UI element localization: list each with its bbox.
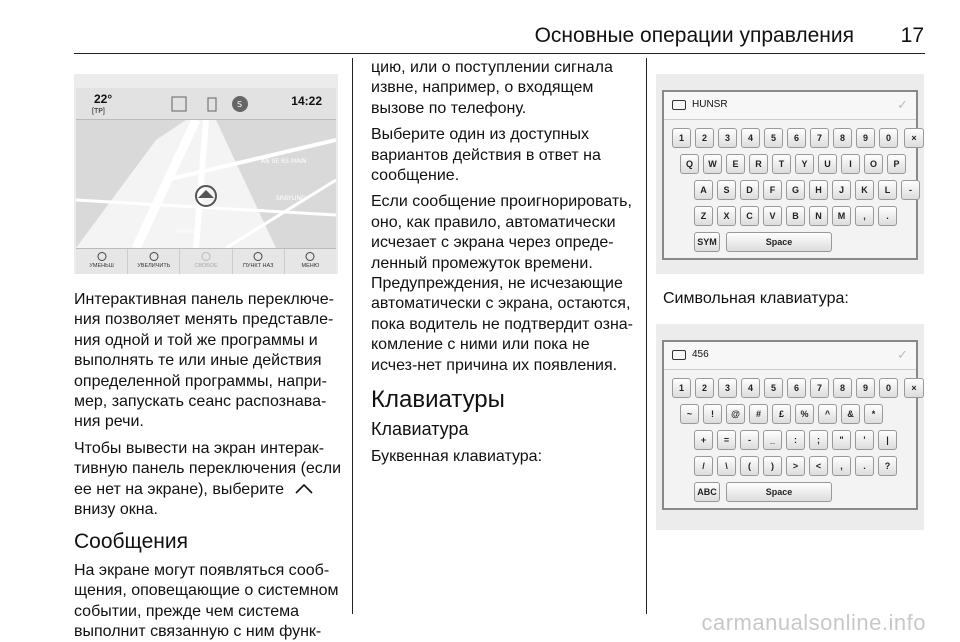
paragraph-choose-option: Выберите один из доступных вариантов действия в ответ на сообщение.	[371, 126, 601, 185]
keyboard-key[interactable]: ~	[680, 404, 699, 424]
keyboard-key[interactable]: >	[786, 456, 805, 476]
column-2	[371, 58, 637, 473]
nav-temperature: 22°	[94, 92, 113, 106]
zoom-in-button[interactable]: УВЕЛИЧИТЬ	[128, 249, 180, 274]
column-divider	[646, 58, 647, 614]
zoom-out-button[interactable]: УМЕНЬШ	[76, 249, 128, 274]
keyboard-key[interactable]: <	[809, 456, 828, 476]
keyboard-key[interactable]: -	[740, 430, 759, 450]
keyboard-key[interactable]: R	[749, 154, 768, 174]
navigation-screen-figure	[74, 74, 338, 274]
delete-key[interactable]: ×	[904, 378, 924, 398]
space-key[interactable]: Space	[726, 482, 832, 502]
keyboard-key[interactable]: N	[809, 206, 828, 226]
keyboard-key[interactable]: B	[786, 206, 805, 226]
confirm-check-icon[interactable]: ✓	[897, 97, 908, 112]
svg-text:SRBYLING: SRBYLING	[276, 195, 306, 202]
delete-key[interactable]: ×	[904, 128, 924, 148]
keyboard-key[interactable]: 3	[718, 378, 737, 398]
keyboard-key[interactable]: #	[749, 404, 768, 424]
zoom-in-icon	[149, 252, 158, 261]
symbol-keyboard	[662, 340, 918, 510]
header-title: Основные операции управления	[534, 24, 854, 47]
keyboard-key[interactable]: 1	[672, 378, 691, 398]
page-header	[74, 24, 924, 52]
keyboard-key[interactable]: Q	[680, 154, 699, 174]
symbol-keyboard-figure	[656, 324, 924, 530]
keyboard-key[interactable]: D	[740, 180, 759, 200]
menu-button[interactable]: МЕНЮ	[285, 249, 336, 274]
nav-app-icons	[168, 95, 288, 115]
map-graphic	[76, 120, 336, 248]
keyboard-key[interactable]: F	[763, 180, 782, 200]
paragraph-messages: На экране могут появляться сооб-щения, оповещающие о системном событии, прежде чем система выполнит связанную с ним функ-	[74, 561, 339, 641]
keyboard-key[interactable]: 8	[833, 128, 852, 148]
menu-icon	[306, 252, 315, 261]
keyboard-key[interactable]: X	[717, 206, 736, 226]
nav-temperature-sub: [TP]	[92, 108, 105, 115]
keyboard-key[interactable]: @	[726, 404, 745, 424]
column-3	[663, 289, 925, 315]
keyboard-input-text[interactable]: HUNSR	[692, 99, 728, 110]
letter-keyboard	[662, 90, 918, 260]
section-heading-messages: Сообщения	[74, 530, 188, 554]
keyboard-key[interactable]: £	[772, 404, 791, 424]
keyboard-key[interactable]: Y	[795, 154, 814, 174]
switch-layout-key[interactable]: SYM	[694, 232, 720, 252]
phone-icon	[208, 98, 216, 111]
keyboard-key[interactable]: K	[855, 180, 874, 200]
chevron-up-icon	[295, 484, 313, 494]
keyboard-key[interactable]: 2	[695, 378, 714, 398]
paragraph-switch-panel: Интерактивная панель переключе-ния позволяет менять представле-ния одной и той же программы и выполнять те или иные действия определенной программы, напри-мер, запускать сеанс распознава-ния речи.	[74, 291, 334, 431]
location-icon	[202, 252, 211, 261]
svg-text:Helweg: Helweg	[176, 228, 199, 235]
keyboard-key[interactable]: 9	[856, 378, 875, 398]
keyboard-key[interactable]: "	[832, 430, 851, 450]
keyboard-key[interactable]: :	[786, 430, 805, 450]
keyboard-key[interactable]: J	[832, 180, 851, 200]
keyboard-key[interactable]: -	[901, 180, 920, 200]
keyboard-key[interactable]: )	[763, 456, 782, 476]
keyboard-key[interactable]: U	[818, 154, 837, 174]
keyboard-key[interactable]: ,	[855, 206, 874, 226]
keyboard-key[interactable]: =	[717, 430, 736, 450]
keyboard-key[interactable]: M	[832, 206, 851, 226]
destination-button[interactable]: ПУНКТ НАЗ	[233, 249, 285, 274]
keyboard-key[interactable]: P	[887, 154, 906, 174]
keyboard-key[interactable]: L	[878, 180, 897, 200]
music-icon	[172, 97, 186, 111]
keyboard-key[interactable]: 2	[695, 128, 714, 148]
nav-status-bar	[76, 88, 336, 120]
nav-map[interactable]	[76, 120, 336, 248]
keyboard-key[interactable]: 3	[718, 128, 737, 148]
keyboard-key[interactable]: %	[795, 404, 814, 424]
confirm-check-icon[interactable]: ✓	[897, 347, 908, 362]
keyboard-key[interactable]: S	[717, 180, 736, 200]
keyboard-key[interactable]: ^	[818, 404, 837, 424]
svg-text:S: S	[237, 100, 243, 109]
keyboard-key[interactable]: 7	[810, 378, 829, 398]
paragraph-symbol-keyboard: Символьная клавиатура:	[663, 290, 849, 307]
nav-clock: 14:22	[291, 94, 322, 108]
location-button[interactable]: СВОБОЕ	[180, 249, 232, 274]
keyboard-key[interactable]: 6	[787, 128, 806, 148]
keyboard-key[interactable]: E	[726, 154, 745, 174]
back-icon[interactable]	[672, 350, 686, 360]
keyboard-key[interactable]: C	[740, 206, 759, 226]
keyboard-key[interactable]: _	[763, 430, 782, 450]
keyboard-key[interactable]: /	[694, 456, 713, 476]
keyboard-key[interactable]: A	[694, 180, 713, 200]
page-number: 17	[900, 24, 924, 47]
paragraph-show-panel: Чтобы вывести на экран интерак-тивную панель переключения (если ее нет на экране), выберите внизу окна.	[74, 439, 342, 519]
back-icon[interactable]	[672, 100, 686, 110]
keyboard-key[interactable]: V	[763, 206, 782, 226]
keyboard-key[interactable]: 9	[856, 128, 875, 148]
letter-keyboard-figure	[656, 74, 924, 274]
keyboard-key[interactable]: ;	[809, 430, 828, 450]
subheading-keyboard: Клавиатура	[371, 418, 469, 439]
zoom-out-icon	[97, 252, 106, 261]
keyboard-key[interactable]: H	[809, 180, 828, 200]
keyboard-key[interactable]: ?	[878, 456, 897, 476]
destination-search-icon	[254, 252, 263, 261]
watermark: carmanualsonline.info	[701, 610, 926, 635]
section-heading-keyboards: Клавиатуры	[371, 386, 505, 414]
keyboard-key[interactable]: *	[864, 404, 883, 424]
keyboard-key[interactable]: 5	[764, 378, 783, 398]
space-key[interactable]: Space	[726, 232, 832, 252]
keyboard-key[interactable]: +	[694, 430, 713, 450]
keyboard-key[interactable]: |	[878, 430, 897, 450]
keyboard-key[interactable]: G	[786, 180, 805, 200]
keyboard-input-text[interactable]: 456	[692, 349, 709, 360]
keyboard-key[interactable]: W	[703, 154, 722, 174]
keyboard-key[interactable]: 0	[879, 128, 898, 148]
keyboard-key[interactable]: '	[855, 430, 874, 450]
keyboard-key[interactable]: &	[841, 404, 860, 424]
keyboard-key[interactable]: I	[841, 154, 860, 174]
keyboard-key[interactable]: O	[864, 154, 883, 174]
paragraph-letter-keyboard: Буквенная клавиатура:	[371, 447, 543, 465]
keyboard-key[interactable]: (	[740, 456, 759, 476]
keyboard-key[interactable]: 4	[741, 128, 760, 148]
keyboard-key[interactable]: \	[717, 456, 736, 476]
switch-layout-key[interactable]: ABC	[694, 482, 720, 502]
keyboard-key[interactable]: !	[703, 404, 722, 424]
keyboard-key[interactable]: Z	[694, 206, 713, 226]
keyboard-key[interactable]: .	[855, 456, 874, 476]
keyboard-key[interactable]: 5	[764, 128, 783, 148]
keyboard-key[interactable]: 8	[833, 378, 852, 398]
column-divider	[352, 58, 353, 614]
keyboard-key[interactable]: ,	[832, 456, 851, 476]
keyboard-key[interactable]: 1	[672, 128, 691, 148]
paragraph-messages-cont: цию, или о поступлении сигнала извне, например, о входящем вызове по телефону.	[371, 59, 613, 117]
keyboard-key[interactable]: 4	[741, 378, 760, 398]
keyboard-key[interactable]: .	[878, 206, 897, 226]
paragraph-ignore-message: Если сообщение проигнорировать, оно, как правило, автоматически исчезает с экрана через опреде-ленный промежуток времени. Предупреждения, не исчезающие автоматически с экрана, остаются, пока водитель не подтвердит озна-комление с ними или пока не исчез-нет причина их появления.	[371, 193, 633, 374]
keyboard-key[interactable]: T	[772, 154, 791, 174]
keyboard-key[interactable]: 6	[787, 378, 806, 398]
keyboard-input-bar	[664, 92, 916, 120]
keyboard-key[interactable]: 7	[810, 128, 829, 148]
svg-text:AN 9E RS MAIN: AN 9E RS MAIN	[261, 158, 307, 165]
column-1	[74, 290, 344, 642]
keyboard-key[interactable]: 0	[879, 378, 898, 398]
header-divider	[74, 53, 925, 54]
keyboard-input-bar	[664, 342, 916, 370]
nav-action-bar	[76, 248, 336, 274]
